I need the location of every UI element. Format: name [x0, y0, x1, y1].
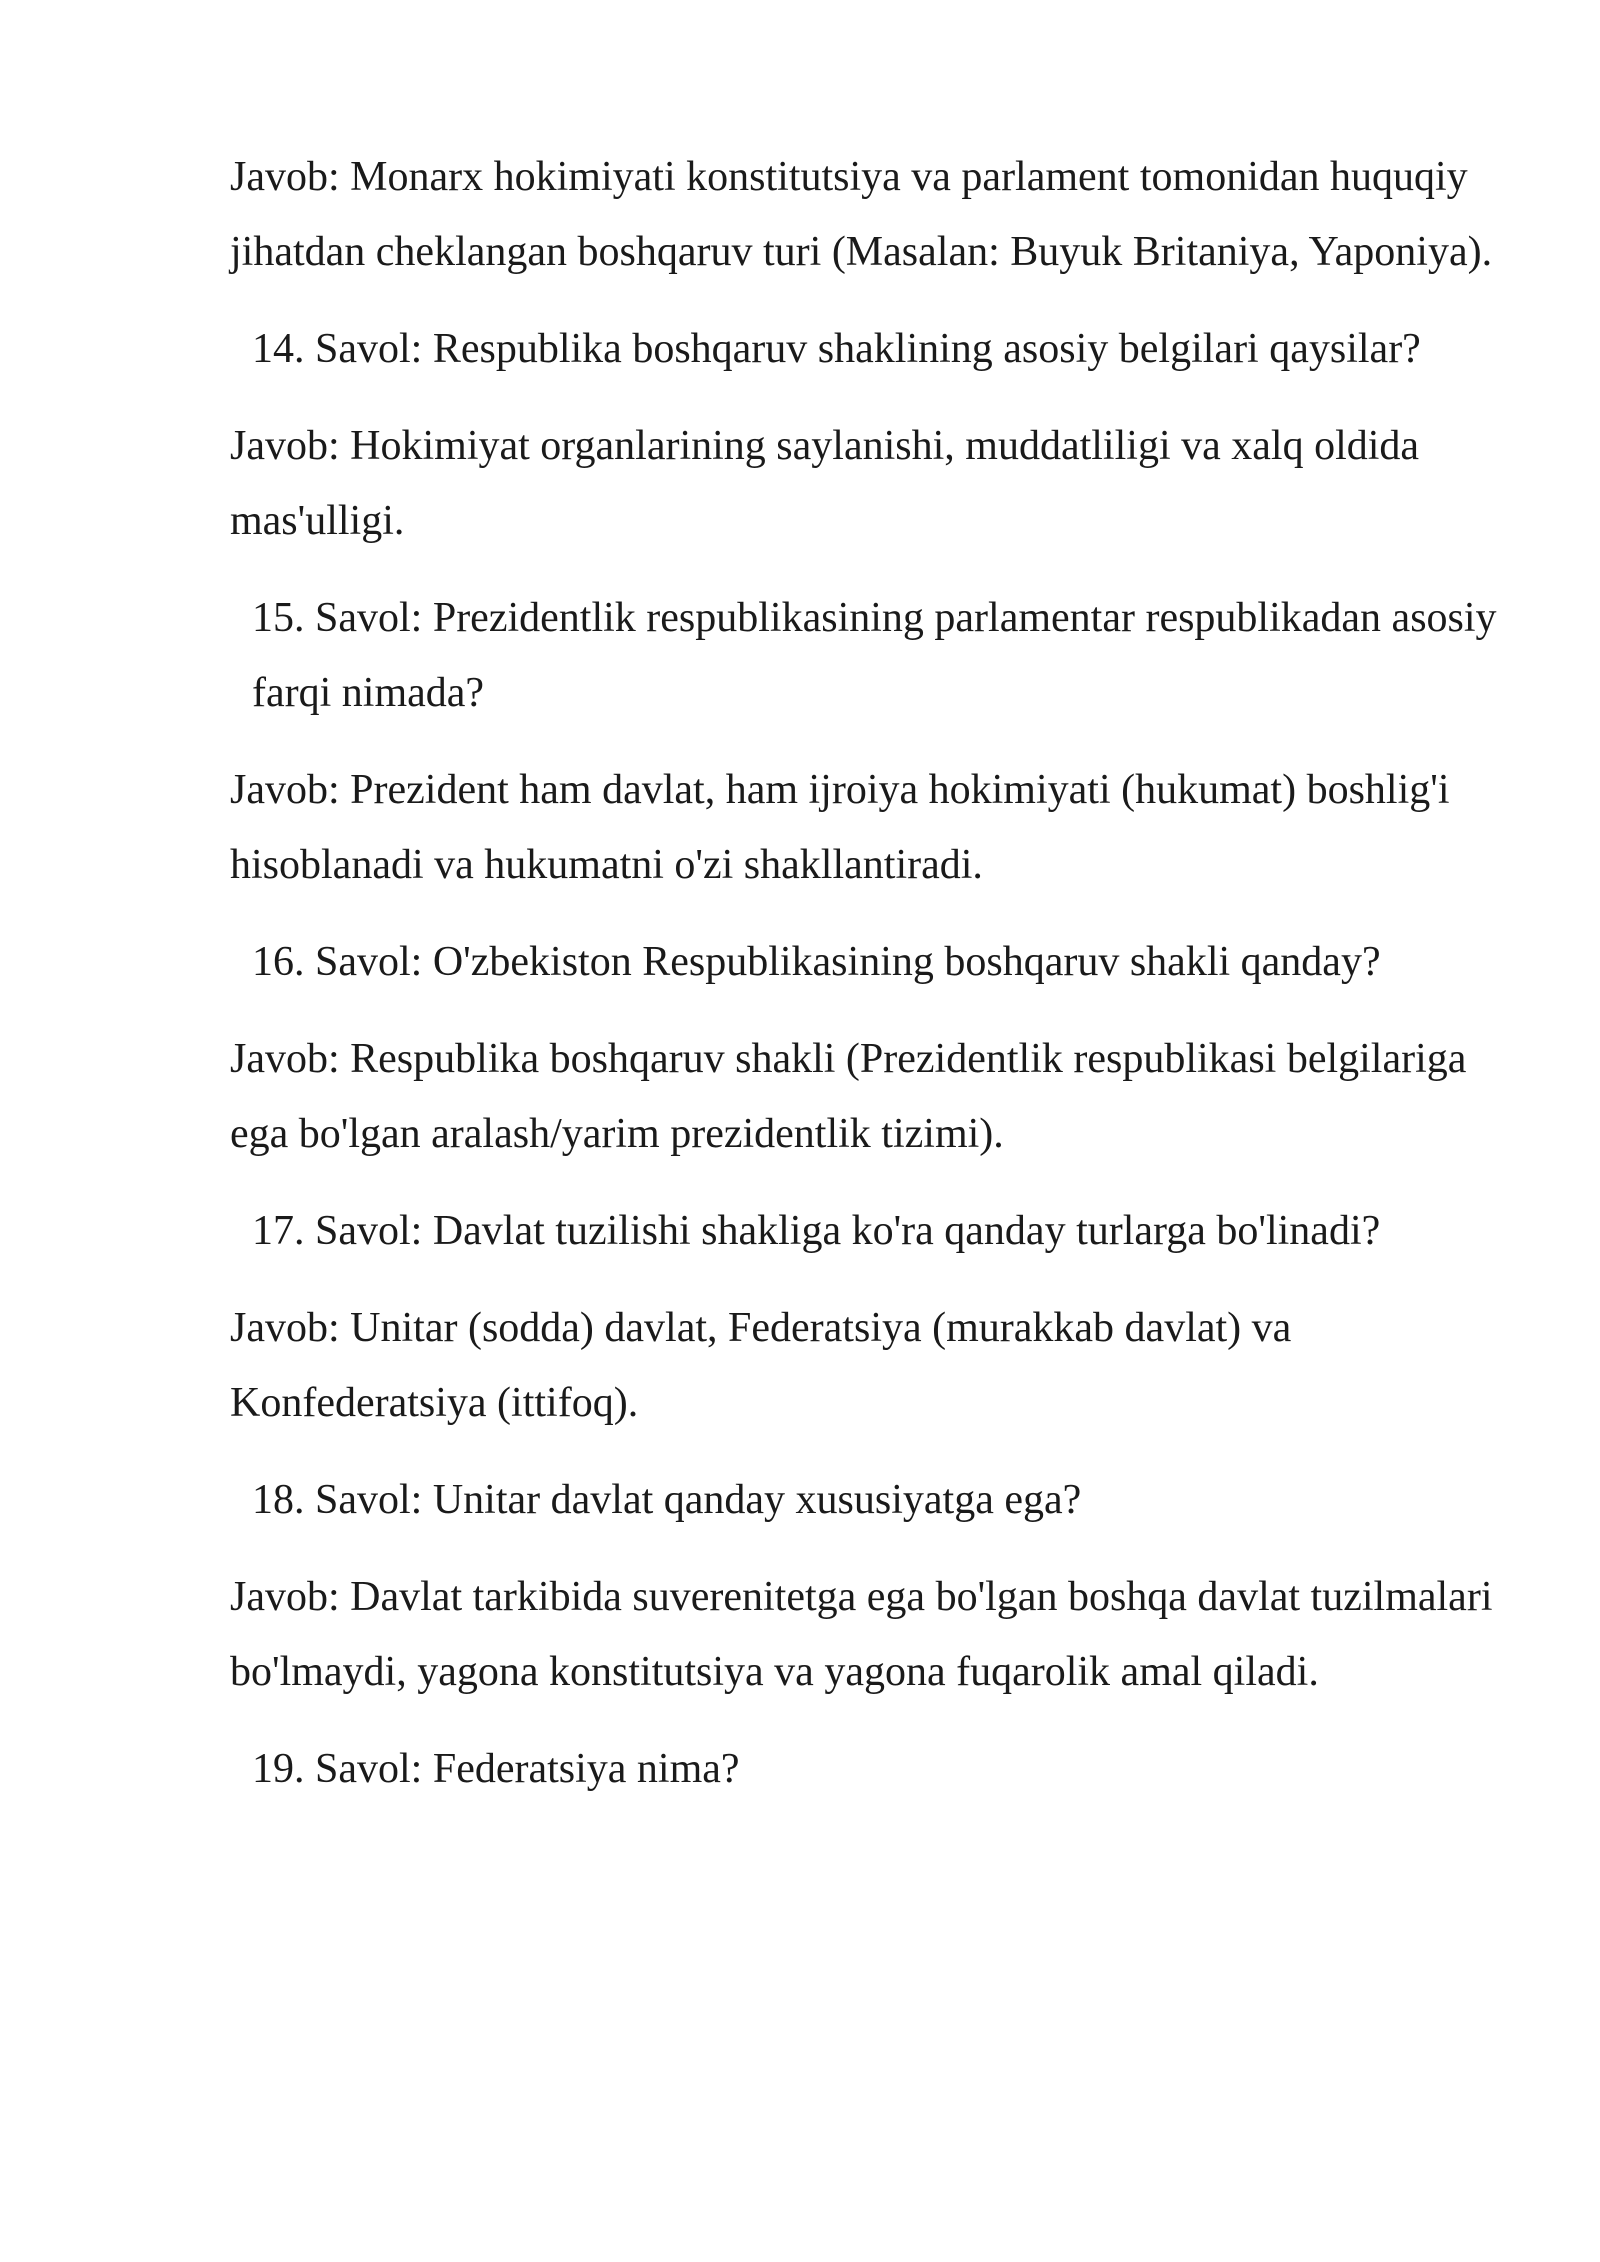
question-paragraph: 15. Savol: Prezidentlik respublikasining parlamentar respublikadan asosiy farqi nimada? — [252, 595, 1497, 716]
question-paragraph: 18. Savol: Unitar davlat qanday xususiyatga ega? — [252, 1477, 1082, 1523]
question-paragraph: 16. Savol: O'zbekiston Respublikasining boshqaruv shakli qanday? — [252, 939, 1381, 985]
question-paragraph: 17. Savol: Davlat tuzilishi shakliga ko'ra qanday turlarga bo'linadi? — [252, 1208, 1381, 1254]
answer-paragraph: Javob: Monarx hokimiyati konstitutsiya va parlament tomonidan huquqiy jihatdan cheklangan boshqaruv turi (Masalan: Buyuk Britaniya, Yaponiya). — [230, 154, 1493, 275]
answer-paragraph: Javob: Prezident ham davlat, ham ijroiya hokimiyati (hukumat) boshlig'i hisoblanadi va hukumatni o'zi shakllantiradi. — [230, 767, 1450, 888]
answer-paragraph: Javob: Davlat tarkibida suverenitetga ega bo'lgan boshqa davlat tuzilmalari bo'lmaydi, yagona konstitutsiya va yagona fuqarolik amal qiladi. — [230, 1574, 1493, 1695]
question-paragraph: 14. Savol: Respublika boshqaruv shaklining asosiy belgilari qaysilar? — [252, 326, 1421, 372]
answer-paragraph: Javob: Respublika boshqaruv shakli (Prezidentlik respublikasi belgilariga ega bo'lgan aralash/yarim prezidentlik tizimi). — [230, 1036, 1467, 1157]
question-paragraph: 19. Savol: Federatsiya nima? — [252, 1746, 740, 1792]
document-body — [230, 140, 1510, 1829]
answer-paragraph: Javob: Unitar (sodda) davlat, Federatsiya (murakkab davlat) va Konfederatsiya (ittifoq). — [230, 1305, 1292, 1426]
answer-paragraph: Javob: Hokimiyat organlarining saylanishi, muddatliligi va xalq oldida mas'ulligi. — [230, 423, 1420, 544]
